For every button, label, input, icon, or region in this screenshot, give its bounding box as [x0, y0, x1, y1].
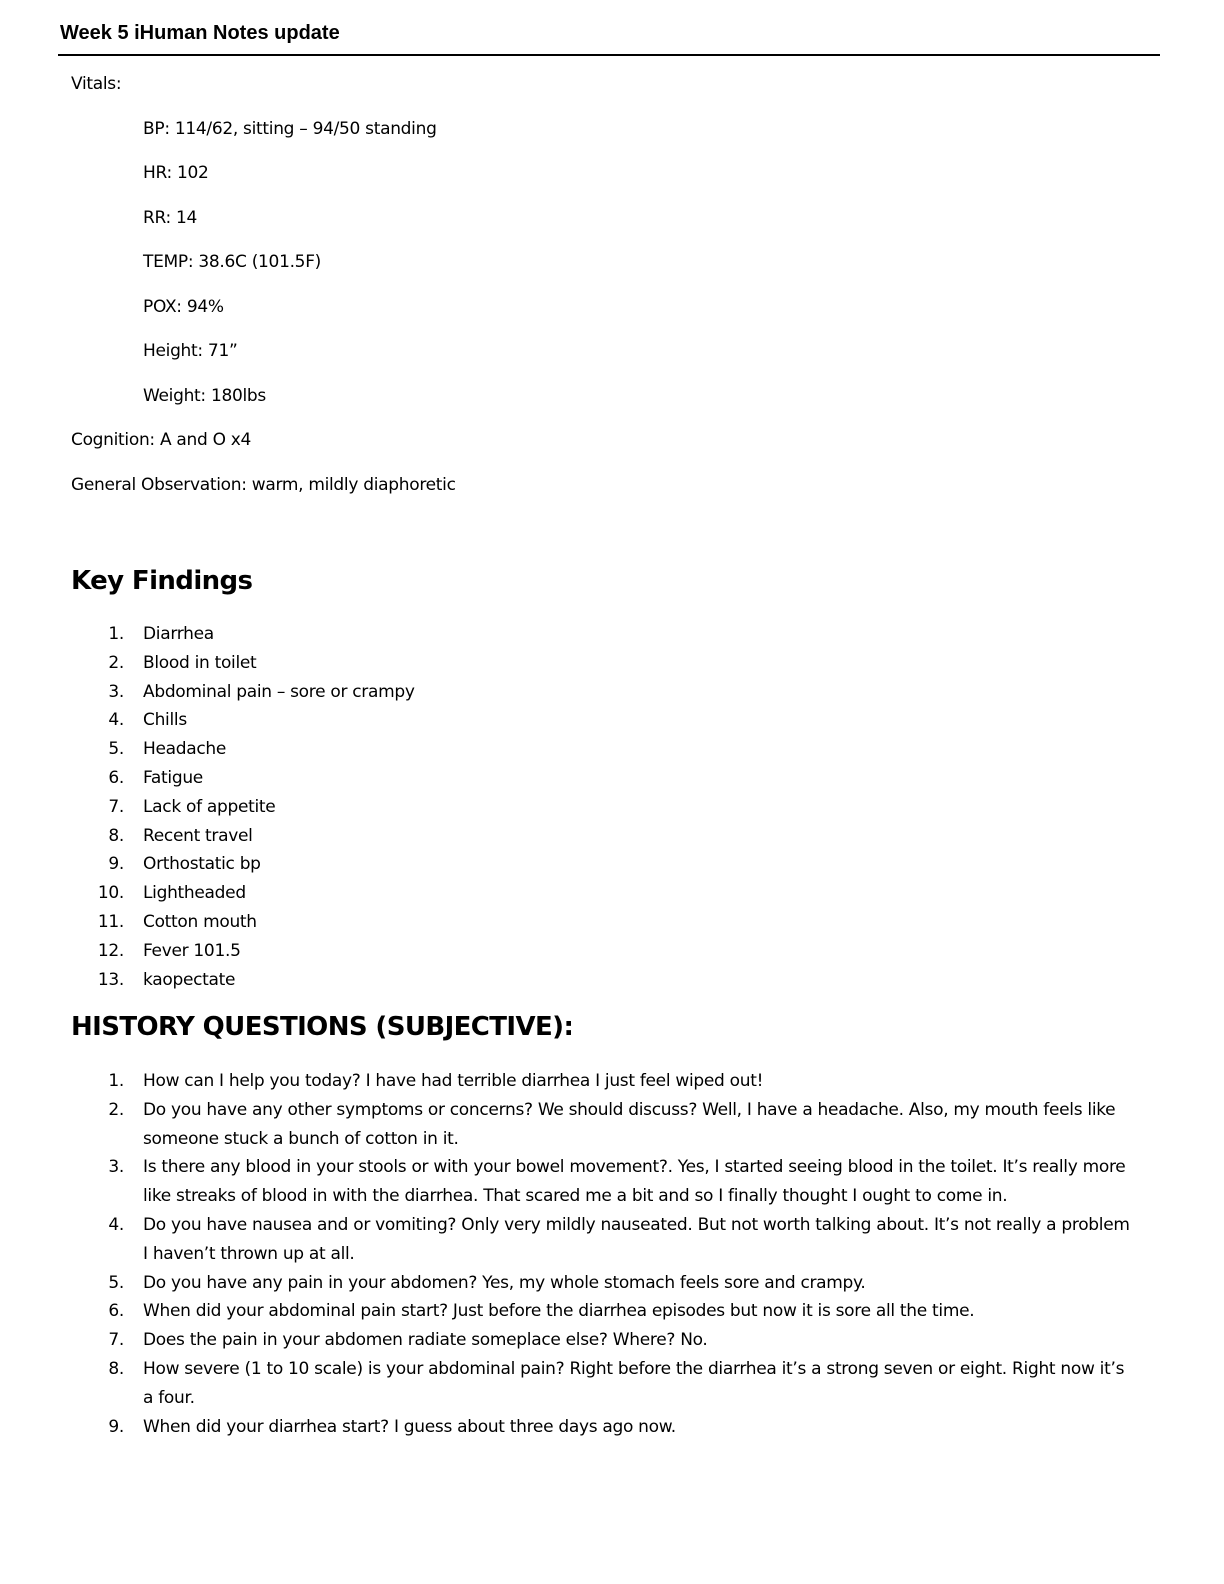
list-item-text: When did your abdominal pain start? Just before the diarrhea episodes but now it is sore all the time. — [143, 1301, 975, 1322]
vital-pox: POX: 94% — [143, 297, 224, 317]
list-item — [0, 1326, 1133, 1355]
list-item-text: Recent travel — [143, 825, 253, 846]
list-item-number: 3. — [108, 1157, 124, 1178]
list-item — [0, 1211, 1133, 1269]
page-header — [58, 20, 1160, 56]
vital-temp: TEMP: 38.6C (101.5F) — [143, 252, 322, 272]
list-item-number: 2. — [108, 652, 124, 673]
list-item-number: 1. — [108, 624, 124, 644]
list-item-number: 6. — [108, 1301, 124, 1322]
list-item-number: 8. — [108, 1358, 124, 1379]
list-item-text: How can I help you today? I have had terrible diarrhea I just feel wiped out! — [143, 1071, 764, 1091]
list-item-text: Do you have nausea and or vomiting? Only very mildly nauseated. But not worth talking about. It’s not really a problem I haven’t thrown up at all. — [143, 1214, 1130, 1264]
vital-weight: Weight: 180lbs — [143, 386, 266, 406]
list-item-number: 12. — [97, 940, 124, 961]
vital-hr: HR: 102 — [143, 163, 209, 183]
list-item-number: 5. — [108, 739, 124, 760]
list-item-number: 7. — [108, 796, 124, 817]
vitals-label: Vitals: — [71, 74, 122, 94]
list-item-text: Diarrhea — [143, 624, 214, 644]
list-item-number: 8. — [108, 825, 124, 846]
list-item-number: 10. — [97, 883, 124, 904]
list-item-text: Does the pain in your abdomen radiate someplace else? Where? No. — [143, 1330, 708, 1351]
list-item-text: Abdominal pain – sore or crampy — [143, 681, 415, 702]
list-item-number: 7. — [108, 1330, 124, 1351]
general-observation-line: General Observation: warm, mildly diaphoretic — [71, 475, 456, 495]
list-item — [0, 1269, 1133, 1298]
list-item-text: Do you have any other symptoms or concerns? We should discuss? Well, I have a headache. Also, my mouth feels like someone stuck a bunch of cotton in it. — [143, 1099, 1116, 1149]
list-item-text: How severe (1 to 10 scale) is your abdominal pain? Right before the diarrhea it’s a strong seven or eight. Right now it’s a four. — [143, 1358, 1125, 1408]
list-item-text: Headache — [143, 739, 227, 760]
list-item-text: Fatigue — [143, 767, 203, 788]
list-item-number: 13. — [97, 969, 124, 990]
list-item-text: Blood in toilet — [143, 652, 257, 673]
list-item-text: Lack of appetite — [143, 796, 276, 817]
list-item — [0, 1096, 1133, 1154]
history-questions-list — [0, 1067, 1133, 1441]
vital-bp: BP: 114/62, sitting – 94/50 standing — [143, 119, 437, 139]
list-item-number: 2. — [108, 1099, 124, 1120]
list-item-number: 5. — [108, 1272, 124, 1293]
list-item — [0, 1355, 1133, 1413]
list-item-text: Cotton mouth — [143, 911, 257, 932]
list-item — [0, 1153, 1133, 1211]
page-header-title: Week 5 iHuman Notes update — [60, 22, 340, 44]
list-item-number: 9. — [108, 854, 124, 875]
list-item-number: 4. — [108, 710, 124, 731]
list-item-text: kaopectate — [143, 969, 236, 990]
list-item-text: Is there any blood in your stools or with your bowel movement?. Yes, I started seeing blood in the toilet. It’s really more like streaks of blood in with the diarrhea. That scared me a bit and so I finally thought I ought to come in. — [143, 1157, 1126, 1207]
vital-rr: RR: 14 — [143, 208, 198, 228]
list-item-text: Orthostatic bp — [143, 854, 261, 875]
list-item-number: 11. — [97, 911, 124, 932]
list-item-number: 4. — [108, 1214, 124, 1235]
history-questions-heading: HISTORY QUESTIONS (SUBJECTIVE): — [71, 1012, 574, 1042]
list-item-number: 3. — [108, 681, 124, 702]
list-item-text: Chills — [143, 710, 187, 731]
list-item — [0, 1067, 1133, 1096]
list-item-text: Fever 101.5 — [143, 940, 241, 961]
cognition-line: Cognition: A and O x4 — [71, 430, 252, 450]
list-item — [0, 1297, 1133, 1326]
list-item-number: 6. — [108, 767, 124, 788]
list-item-number: 9. — [108, 1416, 124, 1437]
list-item-text: Lightheaded — [143, 883, 246, 904]
list-item-number: 1. — [108, 1071, 124, 1091]
vital-height: Height: 71” — [143, 341, 238, 361]
list-item — [0, 1413, 1133, 1442]
list-item-text: Do you have any pain in your abdomen? Yes, my whole stomach feels sore and crampy. — [143, 1272, 866, 1293]
key-findings-heading: Key Findings — [71, 566, 253, 596]
list-item-text: When did your diarrhea start? I guess about three days ago now. — [143, 1416, 676, 1437]
